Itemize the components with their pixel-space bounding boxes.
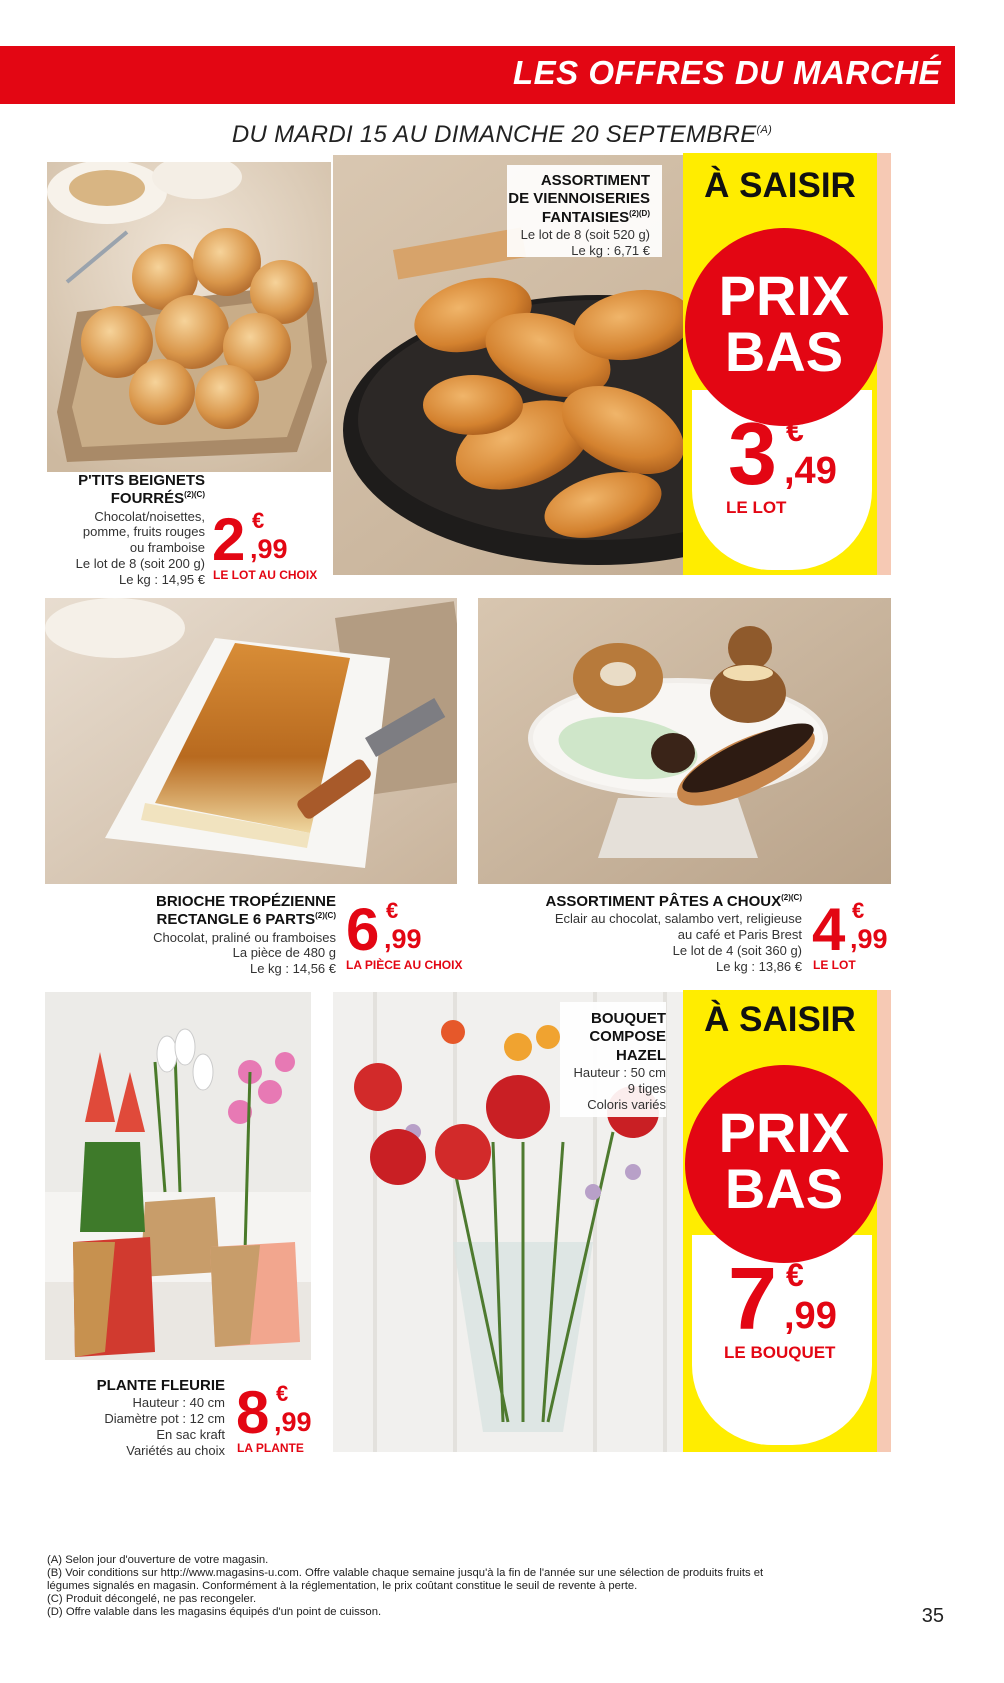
beignets-info: P'TITS BEIGNETS $FOURRÉS^{(2)(C)}$ Chocolat/noisettes, pomme, fruits rouges ou framboise Le lot de 8 (soit 200 g) Le kg : 14,95 € [55, 472, 205, 588]
beignets-detail-3: ou framboise [129, 540, 205, 556]
choux-photo [478, 598, 891, 884]
footnote-d: (D) Offre valable dans les magasins équipés d'un point de cuisson. [47, 1606, 382, 1618]
beignets-unit: LE LOT AU CHOIX [213, 568, 318, 582]
brioche-detail-1: Chocolat, praliné ou framboises [153, 929, 336, 945]
brioche-name-1: BRIOCHE TROPÉZIENNE [155, 893, 336, 910]
brioche-photo [45, 598, 457, 884]
offer-dates: DU MARDI 15 AU DIMANCHE 20 $SEPTEMBRE^{(A)}$ [231, 121, 773, 148]
viennoiseries-price: 3 € ,49 [728, 404, 837, 503]
beignets-name-1: P'TITS BEIGNETS [78, 472, 205, 489]
bouquet-name-3: HAZEL [616, 1046, 666, 1064]
footnote-b: (B) Voir conditions sur http://www.magasins-u.com. Offre valable chaque semaine jusqu'à la fin de l'année sur une sélection de produits fruits et [47, 1567, 764, 1579]
prix-bas-badge-2: PRIX BAS [685, 1065, 883, 1263]
bouquet-detail-3: Coloris variés [587, 1096, 666, 1112]
footnote-c: (C) Produit décongelé, ne pas recongeler. [47, 1593, 257, 1605]
viennoiseries-name-2: DE VIENNOISERIES [508, 190, 650, 208]
bouquet-name-2: COMPOSE [589, 1028, 666, 1046]
choux-unit: LE LOT [813, 958, 856, 972]
choux-detail-4: Le kg : 13,86 € [715, 958, 802, 974]
plante-detail-3: En sac kraft [156, 1427, 225, 1443]
plante-detail-1: Hauteur : 40 cm [132, 1395, 225, 1411]
bouquet-price: 7 € ,99 [728, 1249, 837, 1348]
choux-price: 4 € ,99 [812, 896, 888, 963]
choux-detail-1: Eclair au chocolat, salambo vert, religieuse [554, 911, 802, 927]
viennoiseries-text: ASSORTIMENT DE VIENNOISERIES $FANTAISIES^{(2)(D)}$ Le lot de 8 (soit 520 g) Le kg : 6,71 € [490, 172, 650, 259]
beignets-detail-2: pomme, fruits rouges [82, 524, 205, 540]
footnote-a: (A) Selon jour d'ouverture de votre magasin. [47, 1554, 269, 1566]
plante-price: 8 € ,99 [236, 1379, 312, 1446]
plante-info [70, 1377, 225, 1459]
plante-detail-2: Diamètre pot : 12 cm [104, 1411, 225, 1427]
beignets-price: 2 € ,99 [212, 506, 288, 573]
bouquet-detail-2: 9 tiges [627, 1080, 666, 1096]
beignets-detail-5: Le kg : 14,95 € [118, 572, 205, 588]
choux-name-1: ASSORTIMENT PÂTES A CHOUX [545, 893, 782, 910]
plante-name-1: PLANTE FLEURIE [96, 1377, 225, 1394]
viennoiseries-unit: LE LOT [726, 498, 787, 517]
promo-saisir-2: À SAISIR [704, 1000, 856, 1039]
viennoiseries-name-3: FANTAISIES [541, 208, 630, 226]
footnote-b-cont: légumes signalés en magasin. Conformément à la réglementation, le prix coûtant constitue le seuil de revente à perte. [47, 1580, 638, 1592]
brioche-detail-2: La pièce de 480 g [232, 945, 336, 961]
beignets-photo [47, 162, 331, 472]
plante-unit: LA PLANTE [237, 1441, 304, 1455]
prix-bas-badge-1: PRIX BAS [685, 228, 883, 426]
footnotes [47, 1554, 907, 1619]
brioche-price: 6 € ,99 [346, 896, 422, 963]
bouquet-name-1: BOUQUET [591, 1010, 666, 1027]
brioche-info: BRIOCHE TROPÉZIENNE RECTANGLE 6 $PARTS^{(2)(C)}$ Chocolat, praliné ou framboises La pièce de 480 g Le kg : 14,56 € [90, 893, 336, 977]
plante-photo [45, 992, 311, 1360]
brioche-unit: LA PIÈCE AU CHOIX [346, 958, 463, 972]
brioche-detail-3: Le kg : 14,56 € [249, 961, 336, 977]
plante-detail-4: Variétés au choix [126, 1442, 225, 1458]
bouquet-detail-1: Hauteur : 50 cm [573, 1064, 666, 1080]
page-title: LES OFFRES DU MARCHÉ [512, 54, 941, 91]
choux-info: ASSORTIMENT PÂTES A $CHOUX^{(2)(C)}$ Eclair au chocolat, salambo vert, religieuse au café et Paris Brest Le lot de 4 (soit 360 g) Le kg : 13,86 € [500, 893, 802, 975]
beignets-detail-4: Le lot de 8 (soit 200 g) [75, 556, 205, 572]
choux-detail-3: Le lot de 4 (soit 360 g) [672, 943, 802, 959]
choux-detail-2: au café et Paris Brest [677, 927, 802, 943]
viennoiseries-name-1: ASSORTIMENT [540, 172, 650, 189]
viennoiseries-detail-1: Le lot de 8 (soit 520 g) [520, 226, 650, 242]
brioche-name-2: RECTANGLE 6 PARTS [156, 911, 316, 929]
bouquet-unit: LE BOUQUET [724, 1343, 836, 1362]
header-banner [0, 46, 955, 104]
page-number: 35 [921, 1605, 944, 1627]
viennoiseries-detail-2: Le kg : 6,71 € [571, 242, 650, 258]
beignets-detail-1: Chocolat/noisettes, [94, 508, 205, 524]
bouquet-text [545, 1010, 666, 1112]
beignets-name-2: FOURRÉS [110, 490, 185, 508]
promo-saisir-1: À SAISIR [704, 166, 856, 205]
